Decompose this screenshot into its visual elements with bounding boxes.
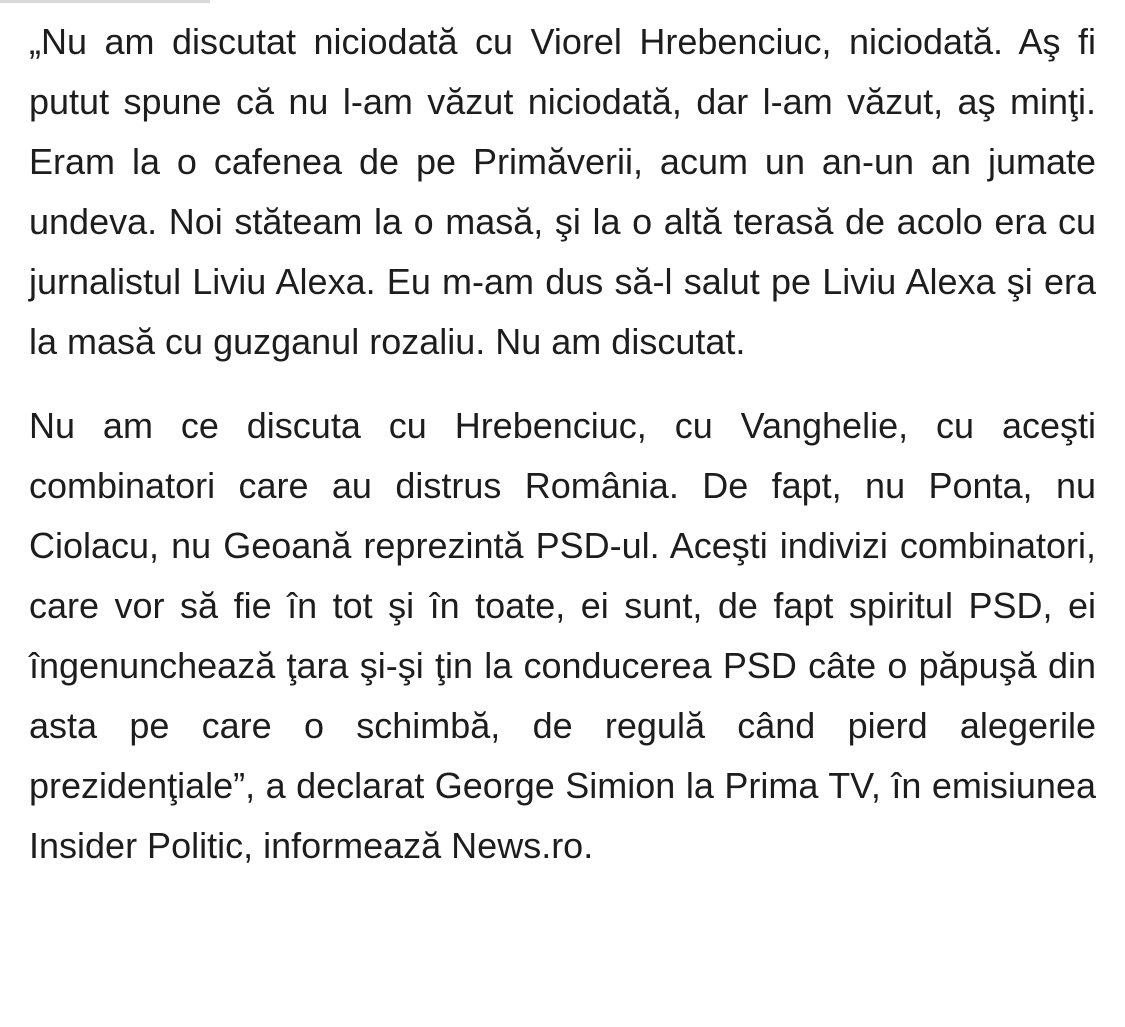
article-paragraph-1: „Nu am discutat niciodată cu Viorel Hrebenciuc, niciodată. Aş fi putut spune că nu l-am văzut niciodată, dar l-am văzut, aş minţi. Eram la o cafenea de pe Primăverii, acum un an-un an jumate undeva. Noi stăteam la o masă, şi la o altă terasă de acolo era cu jurnalistul Liviu Alexa. Eu m-am dus să-l salut pe Liviu Alexa şi era la masă cu guzganul rozaliu. Nu am discutat. bbox=[29, 21, 1096, 362]
article-body bbox=[29, 12, 1096, 876]
article-paragraph-2: Nu am ce discuta cu Hrebenciuc, cu Vanghelie, cu aceşti combinatori care au distrus România. De fapt, nu Ponta, nu Ciolacu, nu Geoană reprezintă PSD-ul. Aceşti indivizi combinatori, care vor să fie în tot şi în toate, ei sunt, de fapt spiritul PSD, ei îngenunchează ţara şi-şi ţin la conducerea PSD câte o păpuşă din asta pe care o schimbă, de regulă când pierd alegerile prezidenţiale”, a declarat George Simion la Prima TV, în emisiunea Insider Politic, informează News.ro. bbox=[29, 405, 1096, 866]
top-divider bbox=[0, 0, 210, 3]
